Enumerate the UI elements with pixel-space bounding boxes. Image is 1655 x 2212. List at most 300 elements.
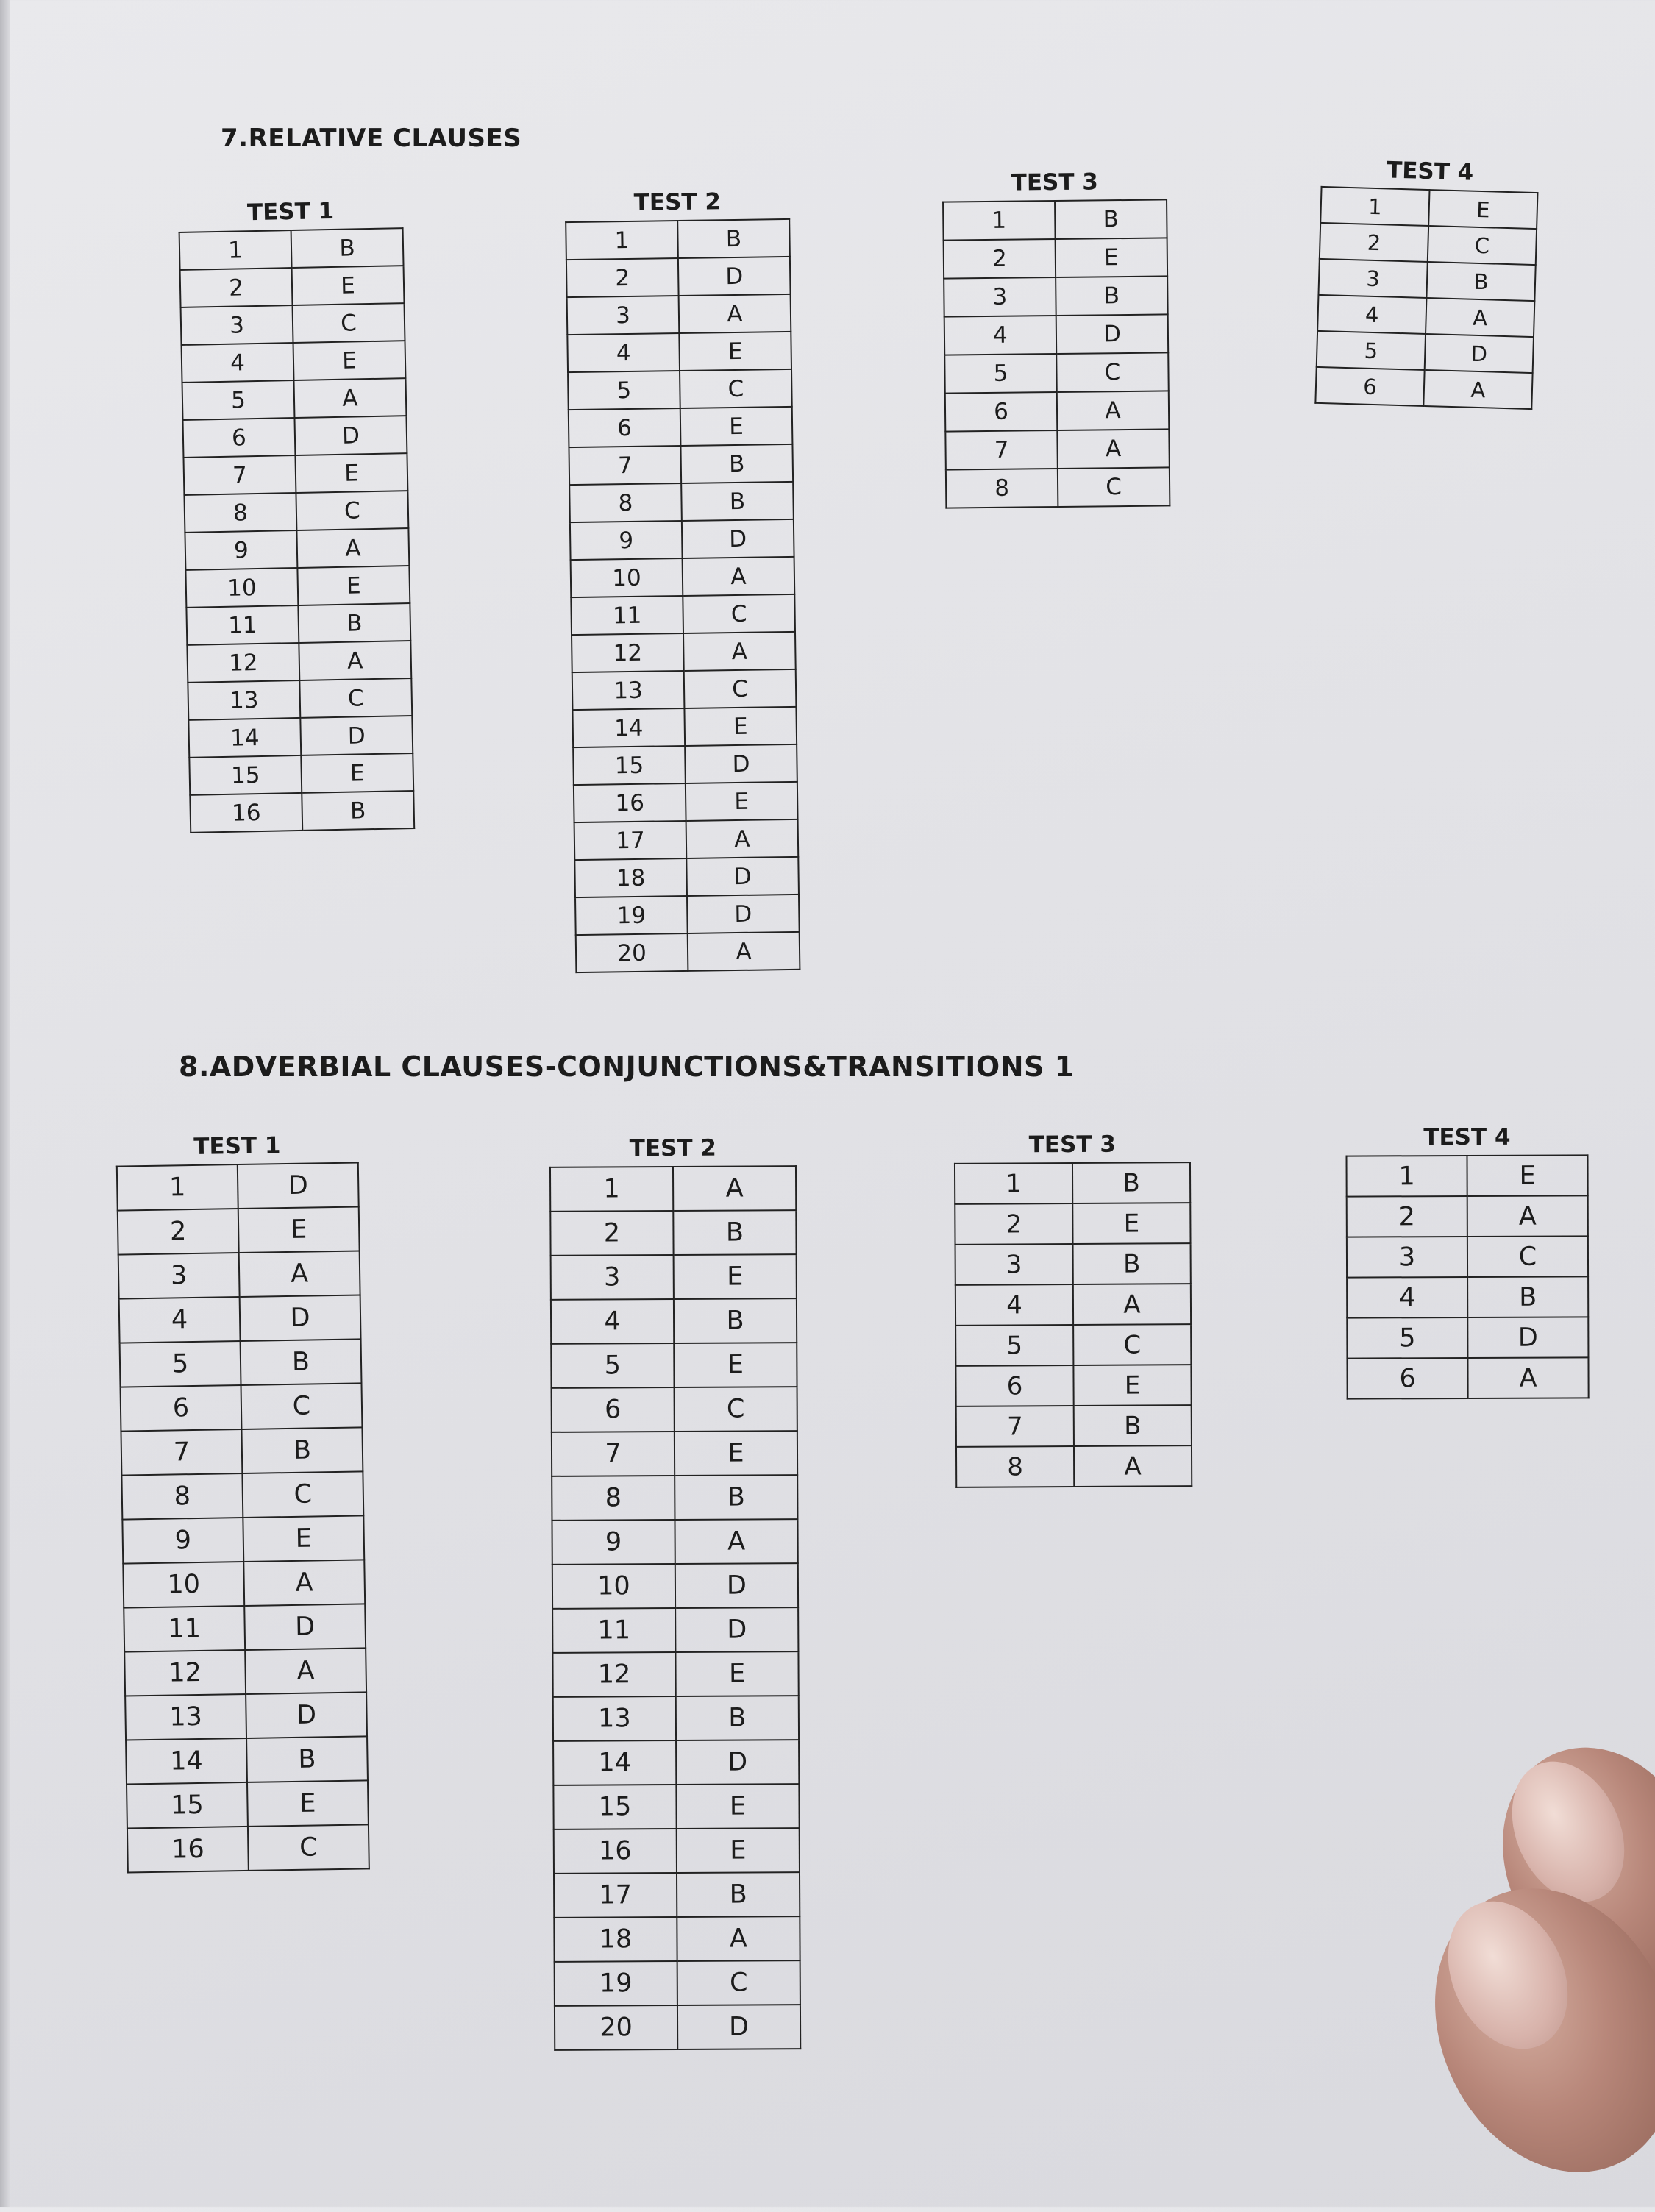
answer-letter: A	[683, 557, 795, 596]
answer-letter: A	[1057, 391, 1170, 430]
answer-row	[551, 1343, 797, 1388]
question-number: 15	[573, 746, 686, 785]
question-number: 2	[566, 258, 679, 297]
answer-letter: D	[686, 857, 799, 896]
answer-row	[121, 1471, 363, 1519]
answer-letter: B	[1073, 1243, 1191, 1284]
answer-letter: C	[677, 1960, 800, 2005]
question-number: 9	[552, 1520, 675, 1565]
answer-row	[125, 1692, 367, 1740]
question-number: 14	[126, 1738, 247, 1785]
question-number: 1	[1320, 187, 1429, 226]
answer-row	[571, 594, 795, 635]
answer-row	[555, 2005, 800, 2050]
test-4-block	[1345, 1123, 1589, 1399]
answer-row	[1346, 1155, 1587, 1196]
question-number: 6	[1315, 367, 1424, 406]
question-number: 5	[955, 1325, 1073, 1366]
test-title: TEST 3	[1011, 168, 1099, 196]
answer-letter: B	[676, 1696, 799, 1740]
question-number: 10	[185, 568, 298, 608]
answer-letter: E	[684, 707, 797, 746]
question-number: 4	[551, 1299, 674, 1344]
answer-letter: A	[686, 819, 799, 858]
answer-letter: C	[680, 369, 792, 408]
answer-letter: E	[674, 1343, 797, 1387]
answer-letter: B	[298, 603, 410, 643]
answer-letter: A	[1467, 1357, 1588, 1398]
answer-row	[188, 716, 413, 758]
answer-row	[180, 266, 405, 307]
question-number: 6	[569, 408, 681, 447]
answer-letter: D	[240, 1295, 361, 1341]
answer-letter: A	[673, 1166, 796, 1211]
answer-letter: C	[684, 669, 797, 708]
answer-row	[124, 1648, 366, 1696]
answer-letter: D	[676, 1740, 799, 1785]
question-number: 8	[184, 493, 296, 533]
answer-row	[124, 1604, 366, 1651]
answer-letter: B	[677, 219, 790, 258]
question-number: 9	[185, 530, 297, 570]
answer-letter: A	[675, 1519, 797, 1564]
answer-row	[1347, 1357, 1588, 1398]
question-number: 6	[955, 1365, 1073, 1406]
answer-row	[1347, 1317, 1588, 1358]
answer-letter: B	[302, 791, 414, 831]
answer-letter: C	[1058, 467, 1170, 507]
answer-letter: E	[679, 332, 791, 371]
answer-row	[555, 1960, 800, 2006]
answer-table	[1345, 1154, 1589, 1399]
answer-row	[576, 932, 800, 972]
answer-letter: C	[1467, 1236, 1588, 1277]
answer-letter: E	[293, 341, 406, 380]
question-number: 8	[946, 469, 1058, 508]
answer-letter: D	[244, 1604, 366, 1650]
answer-letter: B	[1072, 1162, 1190, 1203]
question-number: 8	[956, 1446, 1074, 1487]
answer-letter: D	[300, 716, 413, 755]
answer-letter: D	[1056, 314, 1169, 354]
answer-letter: B	[1426, 262, 1535, 301]
answer-row	[190, 791, 414, 833]
question-number: 6	[182, 418, 295, 458]
answer-row	[186, 603, 410, 645]
answer-row	[185, 528, 409, 570]
answer-row	[575, 895, 800, 935]
answer-letter: B	[241, 1427, 363, 1473]
answer-row	[566, 257, 791, 297]
answer-letter: E	[243, 1515, 364, 1562]
answer-row	[127, 1824, 369, 1872]
answer-table	[942, 199, 1170, 508]
question-number: 17	[554, 1873, 677, 1918]
answer-letter: A	[1074, 1445, 1192, 1487]
answer-row	[955, 1162, 1190, 1204]
answer-letter: E	[1467, 1155, 1587, 1196]
question-number: 4	[1347, 1277, 1467, 1318]
question-number: 2	[550, 1211, 673, 1256]
question-number: 15	[553, 1785, 676, 1829]
answer-letter: E	[297, 566, 410, 605]
question-number: 7	[183, 455, 296, 495]
answer-letter: D	[1467, 1317, 1588, 1358]
answer-row	[553, 1740, 799, 1785]
answer-letter: D	[238, 1162, 359, 1209]
answer-row	[1320, 187, 1537, 229]
answer-row	[121, 1427, 363, 1475]
answer-row	[182, 416, 407, 458]
question-number: 6	[552, 1387, 675, 1432]
answer-letter: A	[677, 1916, 800, 1961]
question-number: 5	[182, 380, 295, 420]
answer-letter: A	[1426, 298, 1534, 337]
answer-letter: D	[687, 895, 800, 933]
question-number: 1	[955, 1163, 1072, 1204]
answer-row	[945, 429, 1170, 469]
answer-letter: E	[680, 407, 793, 446]
question-number: 1	[117, 1164, 238, 1211]
question-number: 8	[569, 483, 682, 522]
answer-letter: A	[1073, 1284, 1191, 1325]
answer-row	[552, 1563, 798, 1609]
answer-letter: D	[675, 1563, 798, 1608]
answer-letter: A	[299, 641, 411, 680]
answer-letter: A	[239, 1251, 360, 1297]
question-number: 4	[955, 1284, 1073, 1326]
answer-letter: D	[675, 1607, 798, 1652]
answer-letter: E	[301, 753, 413, 793]
question-number: 12	[124, 1650, 246, 1696]
answer-letter: C	[241, 1383, 363, 1429]
answer-row	[127, 1780, 369, 1828]
question-number: 3	[1347, 1237, 1467, 1278]
answer-row	[181, 303, 405, 345]
answer-letter: E	[674, 1254, 797, 1299]
answer-row	[553, 1784, 799, 1829]
answer-letter: C	[1073, 1324, 1191, 1365]
question-number: 13	[125, 1694, 246, 1740]
question-number: 2	[955, 1203, 1072, 1245]
test-title: TEST 2	[633, 188, 722, 216]
answer-row	[117, 1162, 359, 1210]
answer-row	[187, 641, 411, 683]
answer-row	[552, 1519, 797, 1565]
question-number: 1	[550, 1167, 673, 1212]
answer-row	[944, 238, 1168, 278]
answer-letter: B	[1467, 1276, 1588, 1317]
question-number: 4	[182, 343, 294, 383]
question-number: 4	[944, 316, 1057, 355]
answer-letter: C	[242, 1471, 363, 1518]
answer-letter: A	[679, 294, 791, 333]
question-number: 6	[121, 1385, 242, 1432]
answer-letter: B	[1055, 199, 1167, 239]
answer-letter: E	[247, 1780, 369, 1827]
question-number: 14	[553, 1740, 676, 1785]
answer-row	[553, 1696, 799, 1741]
test-title: TEST 4	[1386, 157, 1474, 186]
answer-row	[573, 744, 797, 785]
answer-row	[182, 378, 407, 420]
answer-letter: B	[241, 1339, 362, 1385]
answer-row	[189, 753, 413, 795]
question-number: 6	[945, 392, 1058, 432]
answer-row	[1320, 223, 1537, 265]
test-title: TEST 3	[1028, 1131, 1116, 1159]
answer-row	[550, 1166, 796, 1212]
question-number: 10	[552, 1564, 675, 1609]
answer-row	[955, 1365, 1191, 1406]
answer-letter: B	[681, 482, 794, 521]
answer-letter: A	[296, 528, 409, 568]
answer-row	[569, 444, 793, 485]
answer-row	[571, 557, 795, 597]
answer-letter: A	[683, 632, 796, 671]
test-3-block	[954, 1131, 1193, 1488]
answer-letter: D	[294, 416, 407, 455]
answer-letter: C	[675, 1387, 797, 1432]
answer-row	[1318, 259, 1535, 301]
answer-row	[122, 1515, 364, 1563]
question-number: 6	[1347, 1358, 1467, 1399]
question-number: 16	[190, 793, 302, 833]
answer-letter: B	[680, 444, 793, 483]
question-number: 5	[120, 1341, 241, 1387]
answer-letter: E	[1428, 190, 1537, 229]
answer-row	[1317, 331, 1534, 373]
answer-row	[184, 491, 408, 533]
question-number: 2	[1320, 223, 1428, 262]
answer-letter: E	[676, 1784, 799, 1829]
answer-row	[572, 669, 797, 710]
answer-row	[552, 1387, 797, 1432]
question-number: 3	[567, 296, 680, 335]
question-number: 3	[1318, 259, 1427, 298]
page-edge	[0, 0, 10, 2207]
question-number: 1	[943, 201, 1056, 241]
test-title: TEST 1	[246, 197, 335, 227]
answer-letter: E	[1056, 238, 1168, 277]
question-number: 16	[554, 1829, 677, 1874]
section-title-adverbial-clauses: 8.ADVERBIAL CLAUSES-CONJUNCTIONS&TRANSITIONS 1	[179, 1050, 1075, 1083]
question-number: 11	[571, 596, 683, 635]
answer-row	[945, 391, 1170, 431]
answer-letter: C	[1056, 352, 1169, 392]
answer-table	[954, 1162, 1192, 1488]
answer-letter: B	[291, 228, 404, 268]
question-number: 9	[122, 1518, 243, 1564]
question-number: 3	[118, 1253, 240, 1299]
answer-letter: E	[686, 782, 798, 821]
question-number: 20	[555, 2005, 677, 2050]
answer-row	[182, 341, 406, 383]
answer-letter: E	[675, 1651, 798, 1696]
answer-row	[1315, 367, 1532, 409]
answer-letter: B	[1074, 1405, 1192, 1446]
answer-letter: D	[1425, 334, 1534, 373]
answer-row	[1317, 295, 1534, 337]
answer-row	[119, 1295, 361, 1343]
test-title: TEST 4	[1423, 1123, 1511, 1151]
test-title: TEST 2	[629, 1134, 717, 1162]
question-number: 3	[181, 305, 293, 345]
answer-row	[946, 467, 1170, 508]
answer-letter: E	[1072, 1203, 1190, 1244]
question-number: 12	[552, 1652, 675, 1697]
answer-letter: E	[1073, 1365, 1191, 1406]
question-number: 19	[555, 1961, 677, 2006]
answer-letter: B	[673, 1210, 796, 1255]
question-number: 13	[188, 680, 300, 720]
question-number: 11	[552, 1608, 675, 1653]
test-3-block	[942, 168, 1171, 508]
answer-row	[1347, 1276, 1588, 1317]
question-number: 19	[575, 896, 688, 935]
question-number: 7	[552, 1432, 675, 1476]
answer-letter: E	[677, 1828, 800, 1873]
question-number: 11	[124, 1606, 245, 1652]
answer-row	[569, 407, 793, 447]
answer-row	[123, 1560, 365, 1607]
answer-letter: A	[243, 1560, 365, 1606]
answer-letter: C	[299, 678, 412, 718]
answer-row	[956, 1445, 1192, 1487]
answer-row	[121, 1383, 363, 1431]
answer-letter: B	[674, 1298, 797, 1343]
test-2-block	[565, 188, 801, 973]
question-number: 10	[123, 1562, 244, 1608]
question-number: 7	[569, 446, 681, 485]
question-number: 3	[551, 1255, 674, 1300]
question-number: 2	[944, 239, 1056, 279]
question-number: 2	[180, 268, 293, 307]
question-number: 9	[570, 521, 683, 560]
answer-table	[1314, 186, 1538, 410]
question-number: 2	[1347, 1196, 1467, 1237]
question-number: 13	[572, 671, 685, 710]
answer-row	[944, 276, 1168, 316]
test-title: TEST 1	[193, 1132, 281, 1160]
answer-letter: A	[1423, 370, 1532, 409]
question-number: 2	[118, 1209, 239, 1255]
answer-row	[944, 314, 1169, 355]
question-number: 10	[571, 558, 683, 597]
answer-row	[574, 782, 798, 822]
question-number: 16	[574, 783, 686, 822]
answer-row	[566, 219, 790, 260]
answer-letter: A	[245, 1648, 366, 1694]
answer-row	[955, 1324, 1191, 1366]
answer-table	[565, 218, 800, 973]
question-number: 3	[944, 277, 1056, 317]
answer-letter: C	[1428, 226, 1537, 265]
answer-row	[568, 369, 792, 410]
question-number: 4	[567, 333, 680, 372]
question-number: 7	[956, 1406, 1074, 1447]
answer-row	[943, 199, 1167, 240]
question-number: 11	[186, 605, 299, 645]
answer-row	[179, 228, 404, 270]
answer-row	[572, 707, 797, 747]
answer-letter: A	[1467, 1195, 1588, 1237]
question-number: 14	[572, 708, 685, 747]
question-number: 1	[1346, 1156, 1467, 1197]
question-number: 8	[121, 1473, 243, 1520]
question-number: 5	[568, 371, 680, 410]
test-1-block	[178, 196, 415, 833]
answer-letter: D	[685, 744, 797, 783]
question-number: 14	[188, 718, 301, 758]
question-number: 13	[553, 1696, 676, 1741]
answer-row	[185, 566, 410, 608]
answer-letter: A	[293, 378, 406, 418]
answer-row	[120, 1339, 362, 1387]
answer-letter: E	[675, 1431, 797, 1476]
answer-letter: B	[1056, 276, 1168, 316]
answer-letter: A	[688, 932, 800, 971]
answer-letter: C	[296, 491, 408, 530]
question-number: 5	[551, 1343, 674, 1388]
question-number: 5	[1317, 331, 1426, 370]
question-number: 15	[127, 1782, 248, 1829]
answer-row	[574, 857, 799, 897]
answer-row	[550, 1210, 796, 1256]
answer-row	[126, 1736, 368, 1784]
answer-row	[1347, 1236, 1588, 1277]
answer-letter: E	[292, 266, 405, 305]
answer-row	[567, 332, 791, 372]
answer-row	[955, 1203, 1190, 1245]
answer-letter: A	[1057, 429, 1170, 469]
answer-letter: D	[678, 257, 791, 296]
answer-letter: C	[683, 594, 795, 633]
answer-letter: E	[238, 1206, 360, 1253]
answer-letter: C	[248, 1824, 369, 1871]
test-1-block	[115, 1131, 370, 1873]
answer-letter: B	[246, 1736, 368, 1782]
answer-letter: B	[677, 1872, 800, 1917]
test-4-block	[1314, 155, 1539, 410]
answer-row	[1347, 1195, 1588, 1237]
answer-row	[552, 1607, 798, 1653]
question-number: 7	[121, 1429, 242, 1476]
answer-row	[554, 1916, 800, 1962]
answer-row	[118, 1206, 360, 1254]
answer-row	[551, 1254, 797, 1300]
answer-table	[549, 1165, 801, 2051]
question-number: 15	[189, 755, 302, 795]
answer-row	[567, 294, 791, 335]
answer-row	[118, 1251, 360, 1298]
question-number: 17	[574, 821, 687, 860]
answer-row	[574, 819, 799, 860]
section-title-relative-clauses: 7.RELATIVE CLAUSES	[221, 124, 522, 153]
answer-row	[183, 453, 407, 495]
question-number: 5	[1347, 1317, 1467, 1359]
answer-letter: D	[246, 1692, 367, 1738]
answer-row	[570, 519, 794, 560]
question-number: 5	[944, 354, 1057, 394]
question-number: 1	[566, 221, 678, 260]
question-number: 20	[576, 933, 688, 972]
answer-row	[552, 1431, 797, 1476]
question-number: 12	[572, 633, 684, 672]
question-number: 16	[127, 1827, 249, 1873]
answer-letter: B	[675, 1475, 797, 1520]
answer-table	[179, 227, 416, 833]
